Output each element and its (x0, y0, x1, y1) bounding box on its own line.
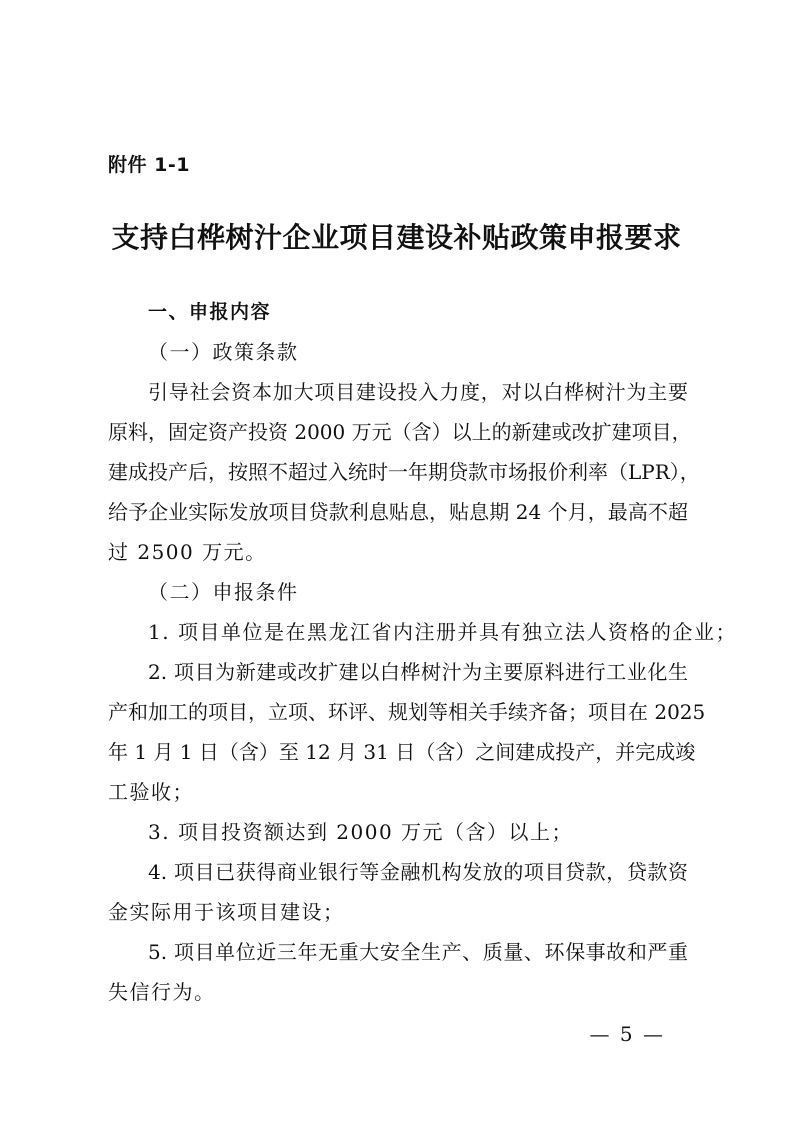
paragraph-line: 给予企业实际发放项目贷款利息贴息，贴息期 24 个月，最高不超 (108, 500, 688, 524)
paragraph-line: 原料，固定资产投资 2000 万元（含）以上的新建或改扩建项目， (108, 420, 692, 444)
subsection-heading-policy-terms: （一）政策条款 (148, 340, 299, 364)
condition-item: 4. 项目已获得商业银行等金融机构发放的项目贷款，贷款资 (148, 860, 688, 884)
condition-item: 3. 项目投资额达到 2000 万元（含）以上； (148, 820, 574, 844)
paragraph-line: 过 2500 万元。 (108, 540, 267, 564)
condition-line: 产和加工的项目，立项、环评、规划等相关手续齐备；项目在 2025 (108, 700, 706, 724)
condition-line: 年 1 月 1 日（含）至 12 月 31 日（含）之间建成投产，并完成竣 (108, 740, 696, 764)
document-title: 支持白桦树汁企业项目建设补贴政策申报要求 (111, 221, 682, 254)
attachment-label: 附件 1-1 (108, 154, 190, 176)
condition-line: 失信行为。 (108, 980, 216, 1004)
section-heading-application-content: 一、申报内容 (148, 301, 272, 323)
condition-line: 金实际用于该项目建设； (108, 900, 345, 924)
condition-item: 5. 项目单位近三年无重大安全生产、质量、环保事故和严重 (148, 940, 688, 964)
subsection-heading-application-conditions: （二）申报条件 (148, 580, 299, 604)
paragraph-line: 建成投产后，按照不超过入统时一年期贷款市场报价利率（LPR）， (108, 460, 700, 484)
condition-item: 1. 项目单位是在黑龙江省内注册并具有独立法人资格的企业； (148, 620, 737, 644)
document-body (108, 292, 737, 1012)
condition-item: 2. 项目为新建或改扩建以白桦树汁为主要原料进行工业化生 (148, 660, 688, 684)
condition-line: 工验收； (108, 780, 194, 804)
page-number: — 5 — (589, 1022, 665, 1046)
paragraph-line: 引导社会资本加大项目建设投入力度，对以白桦树汁为主要 (148, 380, 688, 404)
